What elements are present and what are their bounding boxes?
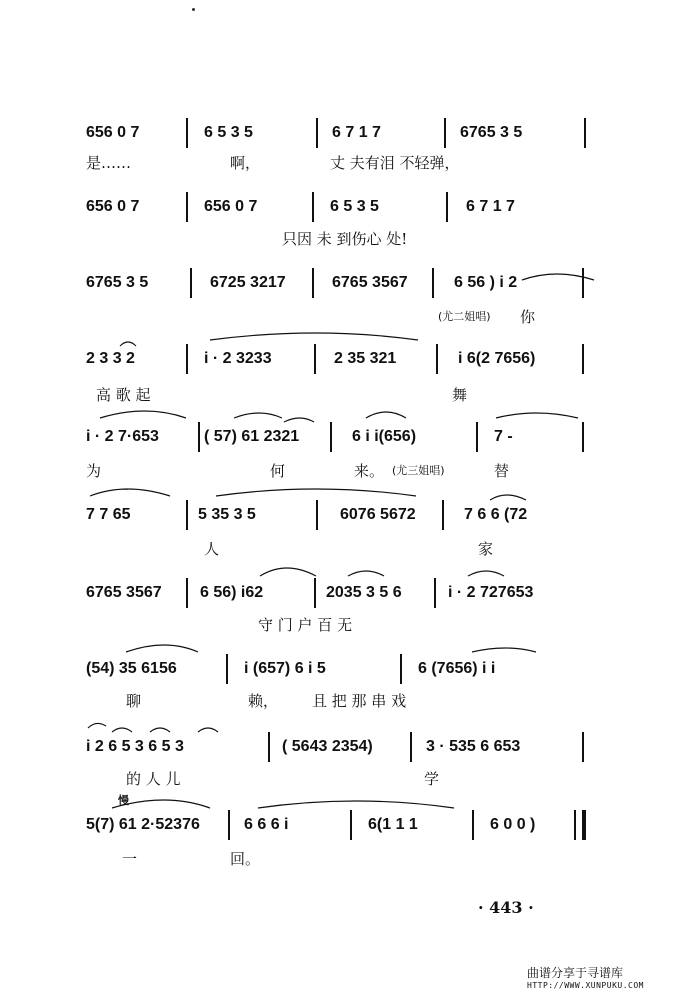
measure: 2035 3 5 6 — [326, 584, 402, 601]
measure: 3 · 535 6 653 — [426, 738, 521, 755]
measure: ( 57) 61 2321 — [204, 428, 300, 445]
lyric: 的 人 儿 — [126, 770, 181, 788]
lyric: 且 把 那 串 戏 — [312, 692, 407, 710]
lyric: 家 — [478, 540, 494, 558]
lyric: 是…… — [86, 154, 132, 172]
lyric: 聊 — [126, 692, 142, 710]
measure: 6 56) i62 — [200, 584, 264, 601]
lyric: 丈 夫有泪 不轻弹， — [330, 154, 460, 172]
lyric: 守 门 户 百 无 — [258, 616, 353, 634]
measure: i (657) 6 i 5 — [244, 660, 326, 677]
measure: 6 5 3 5 — [204, 124, 253, 141]
role-label: (尤三姐唱) — [392, 464, 445, 477]
lyric: 人 — [204, 540, 220, 558]
measure: 7 - — [494, 428, 513, 445]
measure: 6725 3217 — [210, 274, 286, 291]
measure: 7 7 65 — [86, 506, 131, 523]
measure: 6 i i(656) — [352, 428, 417, 445]
bar-line — [186, 118, 188, 148]
measure: 5 35 3 5 — [198, 506, 256, 523]
measure: 6 7 1 7 — [332, 124, 381, 141]
lyric: 高 歌 起 — [96, 386, 151, 404]
lyric: 赖， — [248, 692, 279, 710]
measure: 6 5 3 5 — [330, 198, 379, 215]
measure: 6765 3 5 — [86, 274, 149, 291]
lyric: 一 — [122, 850, 138, 868]
measure: 7 6 6 (72 — [464, 506, 528, 523]
measure: 6(1 1 1 — [368, 816, 418, 833]
measure: 6 0 0 ) — [490, 816, 536, 833]
measure: 2 3 3 2 — [86, 350, 135, 367]
bar-line — [316, 118, 318, 148]
lyrics-row-2 — [86, 228, 596, 250]
measure: 2 35 321 — [334, 350, 397, 367]
lyric: 啊， — [230, 154, 261, 172]
bar-line — [446, 192, 448, 222]
measure: i 2 6 5 3 6 5 3 — [86, 738, 184, 755]
measure: 656 0 7 — [86, 198, 140, 215]
measure: 6 7 1 7 — [466, 198, 515, 215]
bar-line — [444, 118, 446, 148]
lyric: 学 — [424, 770, 440, 788]
bar-line — [584, 118, 586, 148]
lyric: 为 — [86, 462, 102, 480]
lyric: 你 — [520, 308, 536, 326]
measure: 6076 5672 — [340, 506, 416, 523]
lyric: 只因 未 到伤心 处! — [282, 230, 408, 248]
measure: i · 2 727653 — [448, 584, 534, 601]
watermark-text: 曲谱分享于寻谱库 — [527, 966, 624, 980]
measure: 656 0 7 — [204, 198, 258, 215]
stray-mark — [192, 8, 195, 11]
measure: i · 2 7·653 — [86, 428, 159, 445]
measure: i · 2 3233 — [204, 350, 272, 367]
measure: ( 5643 2354) — [282, 738, 373, 755]
role-label: (尤二姐唱) — [438, 310, 491, 323]
bar-line — [312, 192, 314, 222]
notes-row-2 — [86, 198, 596, 222]
page-number: · 443 · — [478, 898, 534, 917]
measure: 6765 3567 — [86, 584, 162, 601]
measure: i 6(2 7656) — [458, 350, 536, 367]
measure: 6 6 6 i — [244, 816, 289, 833]
measure: 6765 3 5 — [460, 124, 523, 141]
watermark-url: HTTP://WWW.XUNPUKU.COM — [527, 981, 644, 990]
tempo-mark: 慢 — [118, 794, 129, 807]
bar-line — [186, 192, 188, 222]
lyric: 替 — [494, 462, 510, 480]
measure: 6765 3567 — [332, 274, 408, 291]
lyric: 何 — [270, 462, 286, 480]
notes-row-1 — [86, 124, 596, 148]
lyrics-row-1 — [86, 152, 596, 174]
measure: 656 0 7 — [86, 124, 140, 141]
lyric: 回。 — [230, 850, 261, 868]
measure: 6 (7656) i i — [418, 660, 496, 677]
slur-marks — [86, 260, 606, 880]
lyric: 来。 — [354, 462, 385, 480]
measure: 6 56 ) i 2 — [454, 274, 518, 291]
measure: 5(7) 61 2·52376 — [86, 816, 200, 833]
lyric: 舞 — [452, 386, 468, 404]
measure: (54) 35 6156 — [86, 660, 177, 677]
